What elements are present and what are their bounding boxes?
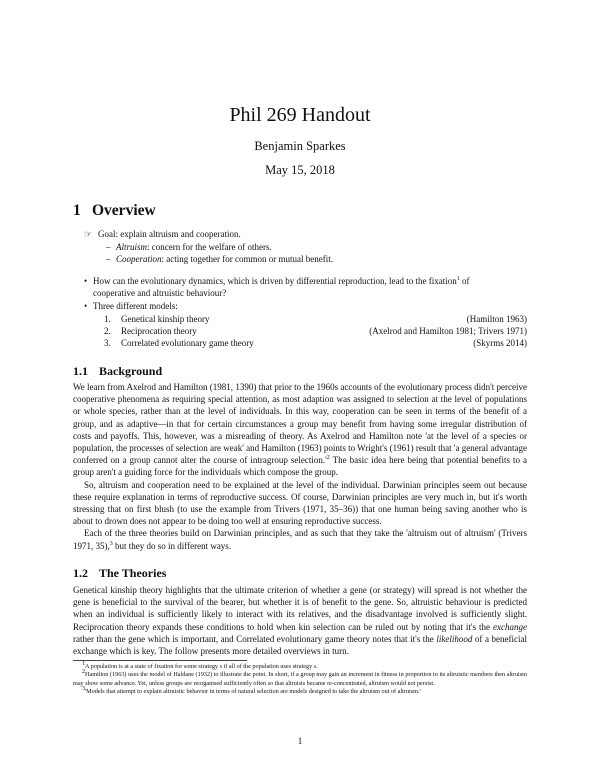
paragraph-text-tail: The basic idea here being that potential benefits to a group aren't a guiding force for the individuals which compose the group. — [73, 455, 528, 478]
section-number: 1 — [73, 202, 81, 219]
footnote-rule — [73, 660, 247, 661]
paragraph-text: So, altruism and cooperation need to be explained at the level of the individual. Darwinian principles seem out because these require explanation in terms of reproductive success. Of course, Darwinian principles are very much in, but it's worth stressing that on first blush (to use the example from Trivers (1971, 35–36)) that one human being saving another who is about to drown does not appear to be doing too well at ensuring reproductive success. — [73, 479, 527, 527]
document-title: Phil 269 Handout — [229, 104, 371, 126]
model-item — [104, 326, 527, 338]
bullet-text-tail: of — [459, 276, 470, 286]
footnote-2 — [73, 671, 527, 688]
footnote-3 — [73, 688, 527, 696]
model-label: Genetical kinship theory — [121, 314, 210, 324]
bullet-evolutionary-dynamics: • How can the evolutionary dynamics, which is driven by differential reproduction, lead to the fixation$^1$ of cooperative and altruistic behaviour? — [84, 276, 470, 298]
model-number: 2. — [104, 326, 111, 336]
theories-body — [73, 584, 527, 657]
model-number: 1. — [104, 314, 111, 324]
footnote-var: s — [313, 663, 317, 670]
footnote-text: 'Models that attempt to explain altruistic behavior in terms of natural selection are models designed to take the altruism out of altruism.' — [85, 688, 421, 696]
paragraph-text-tail: but they do so in different ways. — [112, 540, 232, 551]
background-paragraph-3 — [73, 527, 527, 551]
footnote-text: . — [316, 663, 318, 670]
subsection-number: 1.2 — [73, 566, 88, 580]
subsection-heading-background — [73, 364, 162, 379]
model-label: Reciprocation theory — [121, 326, 197, 336]
pointing-hand-icon: ☞ — [84, 229, 93, 239]
model-item — [104, 314, 527, 326]
footnotes — [73, 660, 527, 697]
emphasis-likelihood: likelihood — [436, 633, 473, 644]
footnote-mark: 1 — [82, 660, 85, 667]
goal-item — [84, 228, 524, 240]
paragraph-text: rather than the gene which is important, and Correlated evolutionary game theory notes that it's the — [73, 633, 437, 644]
subsection-title: The Theories — [99, 566, 167, 580]
paragraph-text: Genetical kinship theory highlights that the ultimate criterion of whether a gene (or strategy) will spread is not whether the gene is beneficial to the survival of the bearer, but whether it is of benefit to the gene. So, altruistic behaviour is predicted when an individual is sufficiently likely to interact with its relatives, and the disadvantage involved is sufficiently slight. Reciprocation theory expands these conditions to hold when kin selection can be ruled out by noting that it's the — [73, 585, 527, 632]
footnote-text: Hamilton (1963) uses the model of Haldane (1932) to illustrate the point. In short, if a group may gain an increment in fitness in proportion to its altruistic members then altruism may show some advance. Yet, unless groups are reorganised sufficiently often so that altruists became re-concentrated, altruism would not persist. — [73, 671, 527, 687]
goal-subitem-cooperation: – Cooperation: acting together for common or mutual benefit. — [106, 254, 333, 264]
background-body — [73, 381, 527, 552]
background-paragraph-1 — [73, 381, 527, 479]
bullet-text-continued: cooperative and altruistic behaviour? — [93, 288, 227, 298]
page-number: 1 — [297, 736, 303, 746]
model-citation: (Hamilton 1963) — [466, 314, 527, 324]
subsection-title: Background — [99, 364, 163, 378]
subsection-heading-theories — [73, 566, 166, 581]
model-citation: (Skyrms 2014) — [473, 338, 527, 348]
footnote-text: if all of the population uses strategy — [221, 663, 314, 670]
footnote-ref-2: 2 — [326, 455, 330, 462]
footnote-ref-1: 1 — [456, 276, 460, 282]
footnote-ref-3: 3 — [109, 540, 113, 547]
goal-subitem-altruism: – Altruism: concern for the welfare of others. — [106, 242, 272, 252]
footnote-text: A population is at a state of fixation for some strategy — [85, 663, 220, 670]
paragraph-text: of a beneficial exchange which is key. The follow presents more detailed overviews in turn. — [73, 633, 528, 657]
goal-text: Goal: explain altruism and cooperation. — [98, 229, 241, 239]
subsection-number: 1.1 — [73, 364, 88, 378]
document-date: May 15, 2018 — [265, 163, 335, 177]
cooperation-term: Cooperation — [116, 254, 162, 264]
model-number: 3. — [104, 338, 111, 348]
bullet-text: Three different models: — [93, 301, 178, 311]
theories-paragraph — [73, 584, 527, 657]
paragraph-text: Each of the three theories build on Darwinian principles, and as such that they take the 'altruism out of altruism' (Trivers 1971, 35), — [73, 528, 527, 551]
cooperation-definition: : acting together for common or mutual benefit. — [161, 254, 333, 264]
emphasis-exchange: exchange — [493, 621, 527, 632]
background-paragraph-2 — [73, 479, 527, 528]
document-author: Benjamin Sparkes — [254, 139, 346, 153]
model-label: Correlated evolutionary game theory — [121, 338, 254, 348]
section-title: Overview — [92, 202, 156, 219]
model-item — [104, 338, 527, 350]
altruism-definition: : concern for the welfare of others. — [147, 242, 272, 252]
section-heading-overview — [73, 202, 156, 220]
bullet-text: How can the evolutionary dynamics, which is driven by differential reproduction, lead to the fixation — [93, 276, 457, 286]
model-citation: (Axelrod and Hamilton 1981; Trivers 1971) — [369, 326, 527, 336]
footnote-var: s — [219, 663, 222, 670]
bullet-models: • Three different models: — [84, 301, 178, 311]
footnote-mark: 2 — [82, 669, 85, 676]
paragraph-text: We learn from Axelrod and Hamilton (1981, 1390) that prior to the 1960s accounts of the evolutionary process didn't perceive cooperative phenomena as requiring special attention, as most adaption was assigned to selection at the level of populations or whole species, rather than at the level of individuals. In this way, cooperation can be seen in terms of the benefit of a group, and as adaptive—in that for certain circumstances a group may benefit from having some irregular distribution of costs and payoffs. This, however, was a misreading of theory. As Axelrod and Hamilton note 'at the level of a species or population, the processes of selection are weak' and Hamilton (1963) points to Wright's (1961) result that 'a general advantage conferred on a group cannot alter the course of intragroup selection.' — [73, 382, 527, 466]
altruism-term: Altruism — [116, 242, 148, 252]
footnote-mark: 3 — [82, 686, 85, 693]
